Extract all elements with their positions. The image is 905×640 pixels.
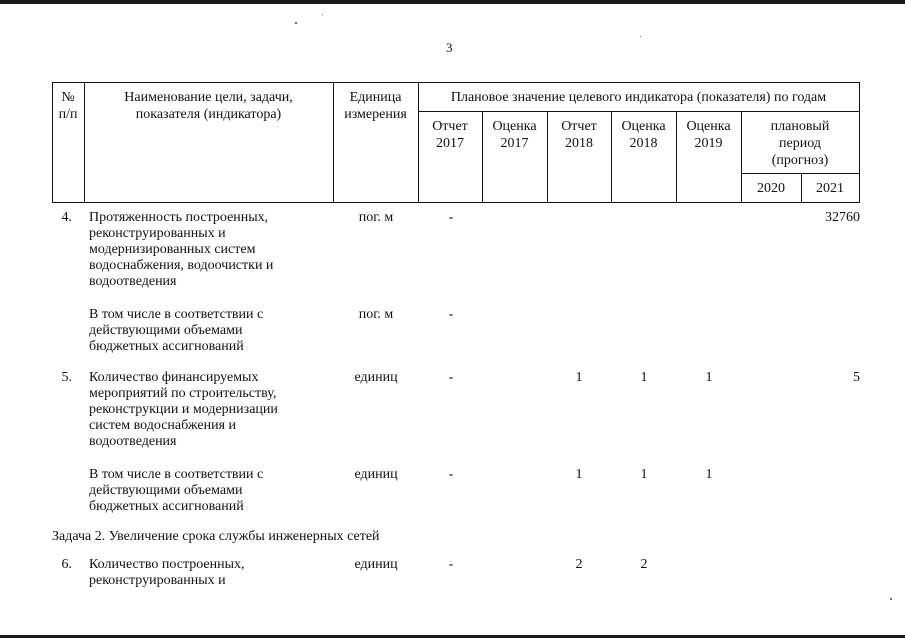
header-year-r2018: Отчет 2018 [561, 119, 597, 151]
row-number: 6. [61, 557, 72, 572]
cell-r2017: - [448, 210, 454, 225]
row-name: Протяженность построенных, реконструированных и модернизированных систем водоснабжения, водоочистки и водоотведения [89, 210, 274, 289]
scan-speck [640, 36, 641, 37]
row-name: В том числе в соответствии с действующими объемами бюджетных ассигнований [89, 307, 264, 354]
table-border-bottom [52, 202, 860, 203]
cell-r2018: 2 [575, 557, 583, 572]
row-name: Количество построенных, реконструированных и [89, 557, 245, 588]
header-year-2021: 2021 [816, 181, 844, 196]
header-year-o2017: Оценка 2017 [492, 119, 537, 151]
page-number: 3 [446, 40, 453, 55]
cell-r2017: - [448, 467, 454, 482]
header-num: № п/п [58, 90, 78, 122]
bottom-rule [0, 635, 905, 638]
cell-r2018: 1 [575, 467, 583, 482]
header-year-o2019: Оценка 2019 [686, 119, 731, 151]
scan-speck [890, 598, 892, 600]
cell-o2019: 1 [705, 467, 713, 482]
table-border-right [859, 82, 860, 203]
row-name: В том числе в соответствии с действующими объемами бюджетных ассигнований [89, 467, 264, 514]
header-forecast: плановый период (прогноз) [770, 119, 830, 168]
cell-o2018: 1 [640, 467, 648, 482]
cell-2021: 5 [853, 370, 860, 385]
header-plan: Плановое значение целевого индикатора (показателя) по годам [450, 90, 827, 105]
task-heading: Задача 2. Увеличение срока службы инженерных сетей [52, 529, 380, 544]
scan-speck [295, 22, 297, 24]
cell-o2018: 2 [640, 557, 648, 572]
table-line [418, 111, 860, 112]
row-unit: единиц [354, 557, 398, 572]
cell-r2017: - [448, 370, 454, 385]
header-year-2020: 2020 [757, 181, 785, 196]
cell-r2018: 1 [575, 370, 583, 385]
row-unit: пог. м [358, 307, 394, 322]
header-year-o2018: Оценка 2018 [621, 119, 666, 151]
table-border-top [52, 82, 860, 83]
header-year-r2017: Отчет 2017 [432, 119, 468, 151]
cell-r2017: - [448, 557, 454, 572]
row-unit: единиц [354, 370, 398, 385]
cell-r2017: - [448, 307, 454, 322]
header-name: Наименование цели, задачи, показателя (индикатора) [124, 90, 293, 122]
header-unit: Единица измерения [344, 90, 407, 122]
row-unit: единиц [354, 467, 398, 482]
cell-o2018: 1 [640, 370, 648, 385]
scan-speck [322, 14, 323, 15]
top-rule [0, 0, 905, 4]
cell-2021: 32760 [825, 210, 860, 225]
row-name: Количество финансируемых мероприятий по строительству, реконструкции и модернизации систем водоснабжения и водоотведения [89, 370, 278, 449]
cell-o2019: 1 [705, 370, 713, 385]
row-number: 4. [61, 210, 72, 225]
row-number: 5. [61, 370, 72, 385]
row-unit: пог. м [358, 210, 394, 225]
